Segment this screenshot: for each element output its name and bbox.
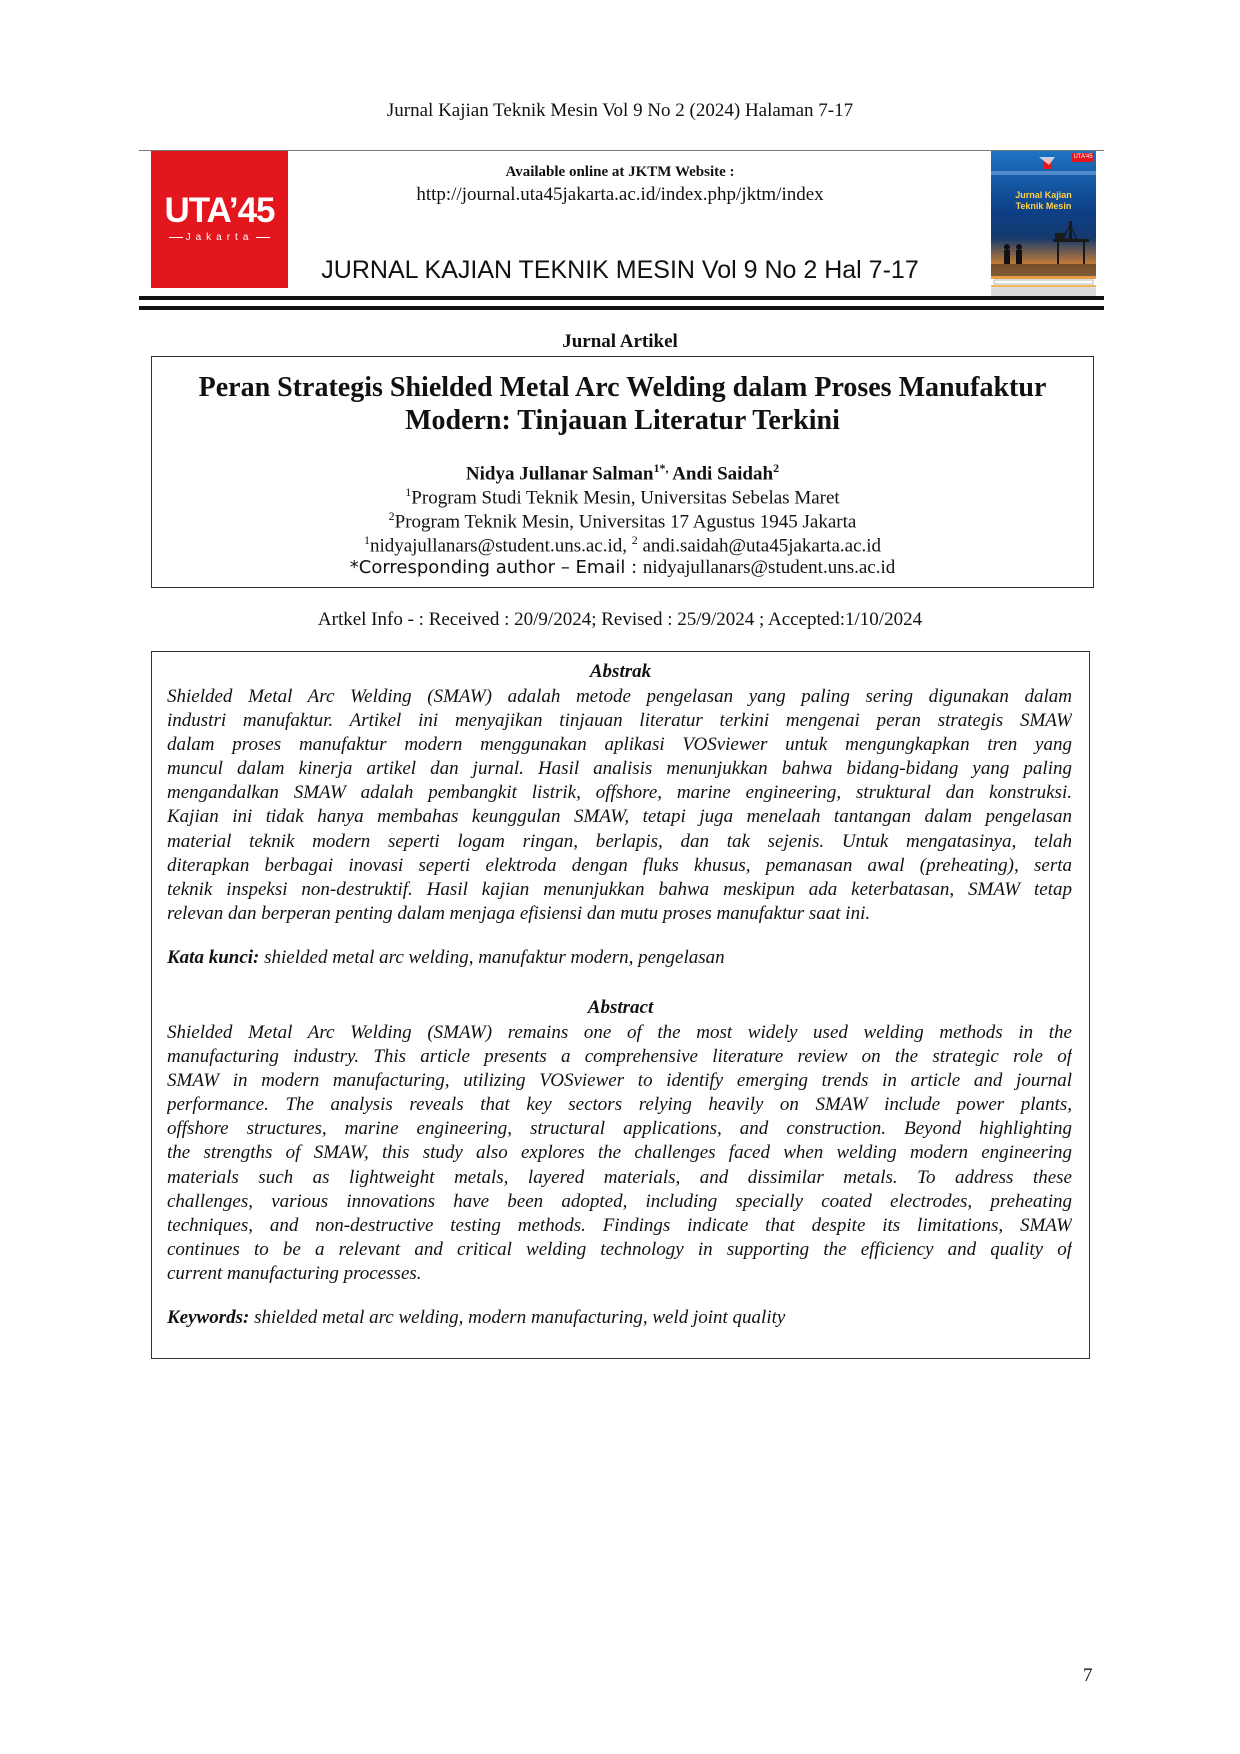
keywords-text: shielded metal arc welding, modern manufacturing, weld joint quality: [249, 1307, 786, 1328]
logo-text: UTA’45: [164, 191, 275, 230]
authors: [152, 461, 1093, 485]
article-title: [152, 371, 1093, 437]
abstract-line: challenges, various innovations have been adopted, including specially coated electrodes, preheating: [167, 1190, 1072, 1212]
abstract-line: the strengths of SMAW, this study also explores the challenges faced when welding modern engineering: [167, 1142, 1072, 1164]
masthead-rule-double: [139, 306, 1104, 310]
author-2: Andi Saidah: [668, 463, 774, 485]
affiliation-1-text: Program Studi Teknik Mesin, Universitas Sebelas Maret: [411, 487, 840, 509]
abstract-line: current manufacturing processes.: [167, 1262, 422, 1284]
email-2[interactable]: andi.saidah@uta45jakarta.ac.id: [637, 535, 882, 557]
abstrak-line: muncul dalam kinerja artikel dan jurnal. Hasil analisis menunjukkan bahwa bidang-bidang yang paling: [167, 758, 1072, 780]
section-label: Jurnal Artikel: [562, 331, 678, 352]
abstract-box: [151, 651, 1090, 1359]
abstract-heading: Abstract: [587, 997, 654, 1018]
abstrak-line: Shielded Metal Arc Welding (SMAW) adalah metode pengelasan yang paling sering digunakan dalam: [167, 686, 1072, 707]
offshore-rig-illustration: [991, 151, 1096, 296]
abstrak-line: teknik inspeksi non-destruktif. Hasil kajian menunjukkan bahwa meskipun ada keterbatasan, SMAW tetap: [167, 878, 1072, 900]
running-head: Jurnal Kajian Teknik Mesin Vol 9 No 2 (2024) Halaman 7-17: [386, 100, 854, 121]
page-number: 7: [1083, 1665, 1093, 1686]
title-line-1: Peran Strategis Shielded Metal Arc Welding dalam Proses Manufaktur: [198, 372, 1047, 403]
abstract-line: continues to be a relevant and critical welding technology in supporting the efficiency and quality of: [167, 1238, 1072, 1260]
cover-badge: UTA’45: [1073, 154, 1093, 160]
author-1: Nidya Jullanar Salman: [465, 463, 654, 485]
abstrak-line: dalam proses manufaktur modern menggunakan aplikasi VOSviewer untuk mengungkapkan tren yang: [167, 734, 1072, 756]
abstrak-line: diterapkan berbagai inovasi seperti elektroda dengan fluks khusus, pemanasan awal (preheating), serta: [167, 854, 1072, 876]
abstract-body: [167, 1021, 1072, 1286]
abstrak-line: relevan dan berperan penting dalam menjaga efisiensi dan mutu proses manufaktur saat ini.: [167, 902, 871, 924]
abstrak-body: [167, 685, 1072, 926]
corresponding-email[interactable]: nidyajullanars@student.uns.ac.id: [642, 557, 896, 578]
logo-subtext: Jakarta: [151, 232, 288, 243]
article-info: Artkel Info - : Received : 20/9/2024; Revised : 25/9/2024 ; Accepted:1/10/2024: [317, 609, 923, 630]
title-box: [151, 356, 1094, 588]
affiliation-2-text: Program Teknik Mesin, Universitas 17 Agustus 1945 Jakarta: [394, 511, 857, 533]
affiliation-1: [152, 485, 1093, 509]
abstract-line: techniques, and non-destructive testing methods. Findings indicate that despite its limitations, SMAW: [167, 1214, 1072, 1236]
abstract-line: performance. The analysis reveals that key sectors relying heavily on SMAW include power plants,: [167, 1094, 1072, 1116]
author-emails: [152, 533, 1093, 557]
abstract-line: manufacturing industry. This article presents a comprehensive literature review on the strategic role of: [167, 1046, 1072, 1068]
corresponding-author: [152, 557, 1093, 579]
abstract-line: offshore structures, marine engineering, structural applications, and construction. Beyond highlighting: [167, 1118, 1072, 1140]
abstract-line: SMAW in modern manufacturing, utilizing VOSviewer to identify emerging trends in article and journal: [167, 1070, 1072, 1092]
abstrak-line: Kajian ini tidak hanya membahas keunggulan SMAW, tetapi juga menelaah tantangan dalam pengelasan: [167, 806, 1072, 828]
affiliation-2: [152, 509, 1093, 533]
kata-kunci-label: Kata kunci:: [167, 947, 260, 968]
author-1-marker: 1*,: [653, 461, 669, 475]
title-line-2: Modern: Tinjauan Literatur Terkini: [405, 405, 840, 436]
abstrak-line: mengandalkan SMAW adalah pembangkit listrik, offshore, marine engineering, struktural dan konstruksi.: [167, 782, 1072, 804]
abstrak-heading: Abstrak: [589, 661, 652, 682]
available-online-label: Available online at JKTM Website :: [505, 164, 735, 180]
masthead-rule-thick: [139, 296, 1104, 300]
keywords: [167, 1307, 1072, 1329]
email-2-marker: 2: [631, 533, 638, 547]
abstrak-line: industri manufaktur. Artikel ini menyajikan tinjauan literatur terkini mengenai peran strategis SMAW: [167, 710, 1072, 732]
uta45-logo: [151, 151, 288, 288]
cover-title-line1: Jurnal Kajian: [1015, 190, 1072, 200]
affiliation-2-marker: 2: [388, 509, 395, 523]
journal-url[interactable]: http://journal.uta45jakarta.ac.id/index.php/jktm/index: [416, 184, 824, 205]
cover-title-line2: Teknik Mesin: [1015, 201, 1072, 211]
author-2-marker: 2: [773, 461, 780, 475]
keywords-label: Keywords:: [167, 1307, 250, 1328]
kata-kunci: [167, 947, 1072, 969]
affiliation-1-marker: 1: [405, 485, 412, 499]
kata-kunci-text: shielded metal arc welding, manufaktur modern, pengelasan: [259, 947, 725, 968]
email-1[interactable]: nidyajullanars@student.uns.ac.id,: [369, 535, 632, 557]
abstract-line: materials such as lightweight metals, layered materials, and dissimilar metals. To address these: [167, 1166, 1072, 1188]
journal-banner: JURNAL KAJIAN TEKNIK MESIN Vol 9 No 2 Hal 7-17: [321, 256, 919, 284]
journal-cover-image: [991, 151, 1096, 296]
corresponding-label: *Corresponding author – Email :: [349, 557, 643, 578]
abstrak-line: material teknik modern seperti logam ringan, berlapis, dan tak sejenis. Untuk mengatasinya, telah: [167, 830, 1072, 852]
email-1-marker: 1: [363, 533, 370, 547]
abstract-line: Shielded Metal Arc Welding (SMAW) remains one of the most widely used welding methods in the: [167, 1022, 1072, 1043]
